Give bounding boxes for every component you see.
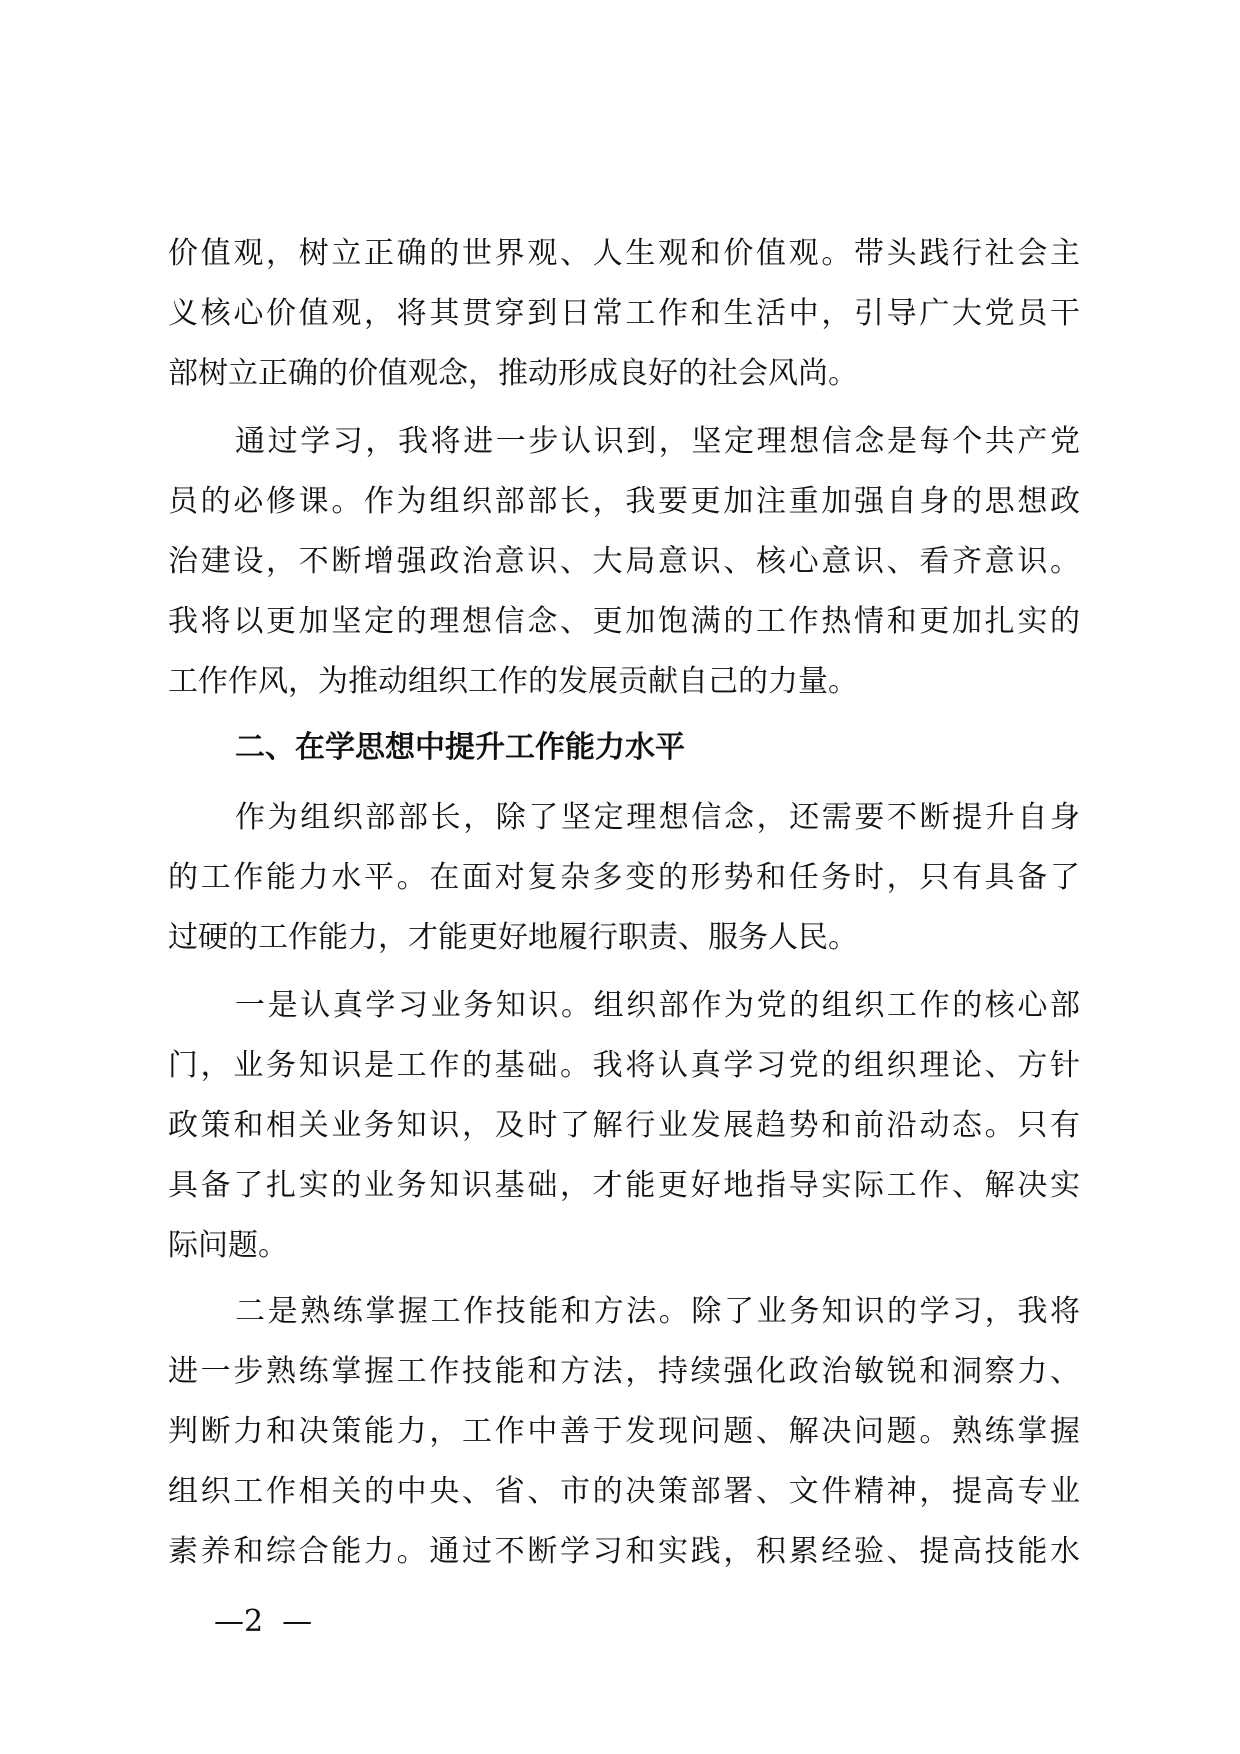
text-line: 一是认真学习业务知识。组织部作为党的组织工作的核心部 — [235, 988, 1080, 1023]
text-line: 素养和综合能力。通过不断学习和实践，积累经验、提高技能水 — [168, 1534, 1080, 1569]
text-line: 我将以更加坚定的理想信念、更加饱满的工作热情和更加扎实的 — [168, 604, 1080, 639]
text-line: 过硬的工作能力，才能更好地履行职责、服务人民。 — [168, 920, 858, 955]
page-number: —2 — — [214, 1604, 313, 1639]
text-line: 的工作能力水平。在面对复杂多变的形势和任务时，只有具备了 — [168, 860, 1080, 895]
text-line: 组织工作相关的中央、省、市的决策部署、文件精神，提高专业 — [168, 1474, 1080, 1509]
text-line: 部树立正确的价值观念，推动形成良好的社会风尚。 — [168, 356, 858, 391]
text-line: 作为组织部部长，除了坚定理想信念，还需要不断提升自身 — [235, 800, 1080, 835]
text-line: 际问题。 — [168, 1228, 288, 1263]
text-line: 治建设，不断增强政治意识、大局意识、核心意识、看齐意识。 — [168, 544, 1080, 579]
text-line: 政策和相关业务知识，及时了解行业发展趋势和前沿动态。只有 — [168, 1108, 1080, 1143]
text-line: 义核心价值观，将其贯穿到日常工作和生活中，引导广大党员干 — [168, 296, 1080, 331]
text-line: 工作作风，为推动组织工作的发展贡献自己的力量。 — [168, 664, 858, 699]
text-line: 判断力和决策能力，工作中善于发现问题、解决问题。熟练掌握 — [168, 1414, 1080, 1449]
text-line: 价值观，树立正确的世界观、人生观和价值观。带头践行社会主 — [168, 236, 1080, 271]
text-line: 具备了扎实的业务知识基础，才能更好地指导实际工作、解决实 — [168, 1168, 1080, 1203]
text-line: 门，业务知识是工作的基础。我将认真学习党的组织理论、方针 — [168, 1048, 1080, 1083]
text-line: 二是熟练掌握工作技能和方法。除了业务知识的学习，我将 — [235, 1294, 1080, 1329]
text-line: 员的必修课。作为组织部部长，我要更加注重加强自身的思想政 — [168, 484, 1080, 519]
text-line: 通过学习，我将进一步认识到，坚定理想信念是每个共产党 — [235, 424, 1080, 459]
text-line: 进一步熟练掌握工作技能和方法，持续强化政治敏锐和洞察力、 — [168, 1354, 1080, 1389]
section-heading: 二、在学思想中提升工作能力水平 — [235, 730, 685, 765]
